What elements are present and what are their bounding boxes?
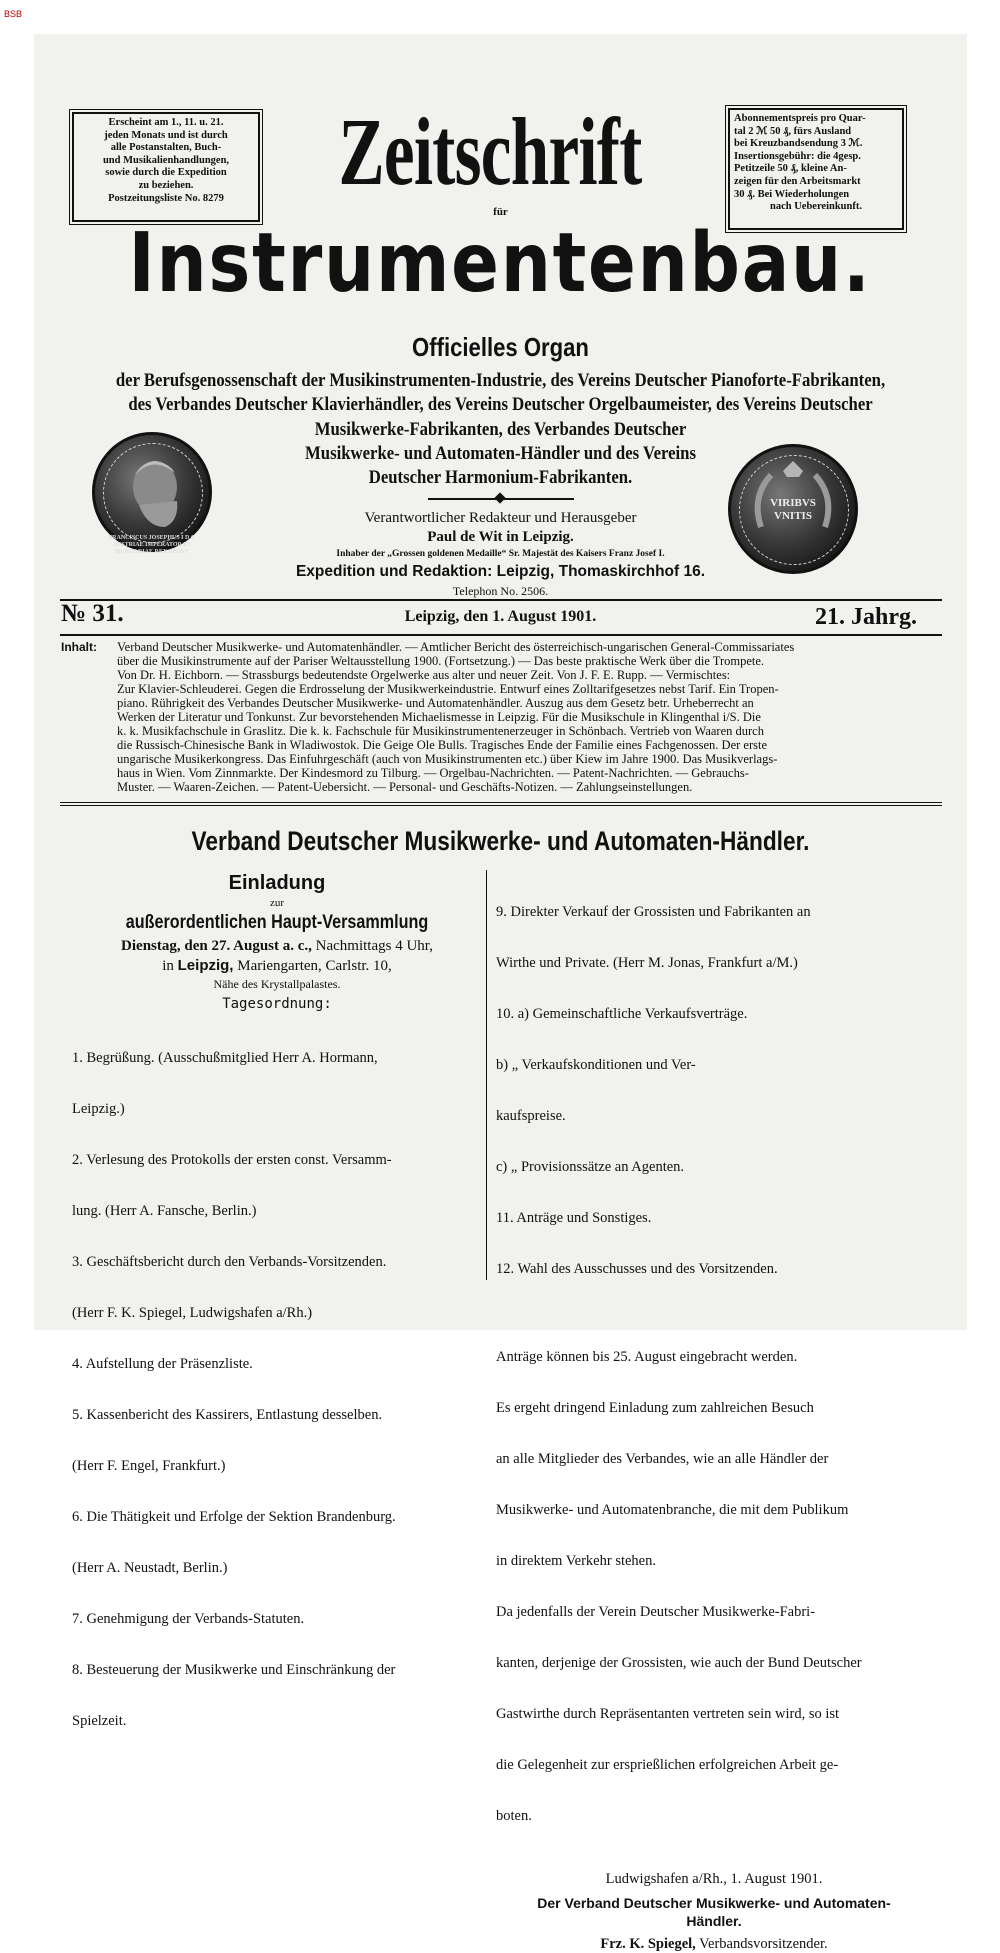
organ-heading: Officielles Organ	[412, 332, 589, 362]
organ-line: Deutscher Harmonium-Fabrikanten.	[368, 467, 633, 488]
issue-rule-top	[60, 599, 942, 601]
agenda-list-continued	[496, 870, 932, 1312]
contents-line: ungarische Musikerkongress. Das Einfuhrgeschäft (auch von Musikinstrumenten etc.) über Kiew im Jahre 1900. Das Musikverlags-	[117, 752, 778, 766]
contents-line: Werken der Literatur und Tonkunst. Zur bevorstehenden Michaelismesse in Leipzig. Für die Musikschule in Klingenthal i/S. Die	[117, 710, 761, 724]
paragraph-line: Musikwerke- und Automatenbranche, die mit dem Publikum	[496, 1502, 849, 1518]
box-line: Postzeitungsliste No. 8279	[108, 192, 224, 204]
issue-rule-bottom	[60, 634, 942, 636]
ornament-dot	[494, 492, 505, 503]
signature-role: Verbandsvorsitzender.	[695, 1936, 828, 1952]
newspaper-page	[34, 34, 967, 1952]
invitation-title: Einladung	[228, 872, 326, 894]
paragraph-line: Da jedenfalls der Verein Deutscher Musikwerke-Fabri-	[496, 1604, 816, 1620]
contents-label: Inhalt:	[61, 640, 97, 654]
column-divider	[486, 870, 487, 1280]
editor-name: Paul de Wit in Leipzig.	[427, 529, 574, 545]
agenda-item: 5. Kassenbericht des Kassirers, Entlastung desselben.	[72, 1407, 383, 1423]
agenda-item: 12. Wahl des Ausschusses und des Vorsitzenden.	[496, 1261, 778, 1277]
agenda-list	[72, 1016, 482, 1764]
medal-motto-2: VNITIS	[774, 510, 812, 522]
box-line: jeden Monats und ist durch	[104, 129, 228, 141]
article-heading: Verband Deutscher Musikwerke- und Automaten-Händler.	[191, 826, 810, 856]
contents-line: die Russisch-Chinesische Bank in Wladiwostok. Die Geige Ole Bulls. Tragisches Ende der Familie eines Fachgenossen. Der erste	[117, 738, 767, 752]
medal-inscription: FRANCISCUS JOSEPHUS I D G AUSTRIAE IMPERATOR ET HUNGARIAE REX APOST	[108, 535, 196, 555]
contents-line: Muster. — Waaren-Zeichen. — Patent-Uebersicht. — Personal- und Geschäfts-Notizen. — Zahlungseinstellungen.	[117, 780, 693, 794]
masthead-connector: für	[493, 206, 508, 218]
assembly-city: Leipzig,	[177, 957, 234, 974]
box-line: zu beziehen.	[138, 179, 194, 191]
contents-text	[117, 640, 947, 794]
agenda-item: 7. Genehmigung der Verbands-Statuten.	[72, 1611, 305, 1627]
signature-organization	[496, 1894, 932, 1930]
medal-motto-1: VIRIBVS	[770, 497, 816, 509]
masthead-title-main: Instrumentenbau.	[128, 216, 872, 311]
contents-line: Verband Deutscher Musikwerke- und Automatenhändler. — Amtlicher Bericht des österreichisch-ungarischen General-Commissariates	[117, 640, 795, 654]
agenda-item: b) „ Verkaufskonditionen und Ver-	[496, 1057, 696, 1073]
signature-org-line: Händler.	[686, 1913, 742, 1929]
organ-line: der Berufsgenossenschaft der Musikinstrumenten-Industrie, des Vereins Deutscher Pianoforte-Fabrikanten,	[115, 370, 886, 391]
paragraph-line: Anträge können bis 25. August eingebracht werden.	[496, 1349, 798, 1365]
signature-org-line: Der Verband Deutscher Musikwerke- und Automaten-	[537, 1895, 891, 1911]
paragraph-line: kanten, derjenige der Grossisten, wie auch der Bund Deutscher	[496, 1655, 862, 1671]
contents-line: k. k. Musikfachschule in Graslitz. Die k. k. Fachschule für Musikinstrumentenerzeuger in Schönbach. Vertrieb von Waaren durch	[117, 724, 764, 738]
telephone: Telephon No. 2506.	[452, 584, 549, 598]
paragraph-line: an alle Mitglieder des Verbandes, wie an alle Händler der	[496, 1451, 829, 1467]
organ-line: Musikwerke- und Automaten-Händler und des Vereins	[305, 443, 696, 464]
box-line: und Musikalienhandlungen,	[102, 154, 230, 166]
box-line: 30 ₰. Bei Wiederholungen	[734, 188, 850, 200]
contents-line: piano. Rührigkeit des Verbandes Deutscher Musikwerke- und Automatenhändler. Auszug aus dem Gesetz betr. Urheberrecht an	[117, 696, 754, 710]
editor-line: Verantwortlicher Redakteur und Herausgeber	[364, 510, 637, 526]
box-line: sowie durch die Expedition	[105, 167, 227, 179]
box-line: tal 2 ℳ 50 ₰, fürs Ausland	[734, 125, 852, 137]
assembly-place-note: Nähe des Krystallpalastes.	[213, 977, 341, 991]
agenda-title: Tagesordnung:	[222, 996, 332, 1012]
box-line: Abonnementspreis pro Quar-	[734, 113, 866, 124]
agenda-item: Wirthe und Private. (Herr M. Jonas, Frankfurt a/M.)	[496, 955, 798, 971]
contents-rule	[60, 805, 942, 806]
agenda-item: kaufspreise.	[496, 1108, 566, 1124]
masthead-title-top: Zeitschrift	[338, 98, 642, 205]
paragraph-line: boten.	[496, 1808, 532, 1824]
contents-rule	[60, 802, 942, 803]
paragraph-line: in direktem Verkehr stehen.	[496, 1553, 656, 1569]
box-line: Insertionsgebühr: die 4gesp.	[734, 150, 861, 162]
assembly-title: außerordentlichen Haupt-Versammlung	[125, 912, 429, 933]
agenda-item: c) „ Provisionssätze an Agenten.	[496, 1159, 685, 1175]
agenda-item: Spielzeit.	[72, 1713, 127, 1729]
issue-year: 21. Jahrg.	[815, 604, 917, 630]
organ-line: des Verbandes Deutscher Klavierhändler, des Vereins Deutscher Orgelbaumeister, des Vereins Deutscher	[128, 394, 873, 415]
expedition-address: Expedition und Redaktion: Leipzig, Thomaskirchhof 16.	[295, 563, 706, 580]
assembly-place	[72, 956, 482, 976]
agenda-item: 6. Die Thätigkeit und Erfolge der Sektion Brandenburg.	[72, 1509, 396, 1525]
assembly-time: Nachmittags 4 Uhr,	[311, 938, 433, 954]
place-date: Ludwigshafen a/Rh., 1. August 1901.	[605, 1871, 823, 1887]
paragraph-line: die Gelegenheit zur ersprießlichen erfolgreichen Arbeit ge-	[496, 1757, 839, 1773]
agenda-item: 2. Verlesung des Protokolls der ersten const. Versamm-	[72, 1152, 392, 1168]
signature-name: Frz. K. Spiegel,	[600, 1936, 696, 1952]
agenda-item: 3. Geschäftsbericht durch den Verbands-Vorsitzenden.	[72, 1254, 387, 1270]
library-mark: BSB	[4, 9, 23, 19]
box-line: zeigen für den Arbeitsmarkt	[734, 175, 861, 187]
contents-line: über die Musikinstrumente auf der Pariser Weltausstellung 1900. (Fortsetzung.) — Das beste praktische Werk über die Trompete.	[117, 654, 765, 668]
agenda-item: (Herr F. Engel, Frankfurt.)	[72, 1458, 226, 1474]
issue-number: № 31.	[61, 600, 124, 627]
assembly-date	[72, 936, 482, 956]
agenda-item: 11. Anträge und Sonstiges.	[496, 1210, 652, 1226]
contents-line: haus in Wien. Vom Zinnmarkte. Der Kindesmord zu Tilburg. — Orgelbau-Nachrichten. — Patent-Nachrichten. — Gebrauchs-	[117, 766, 749, 780]
agenda-item: 8. Besteuerung der Musikwerke und Einschränkung der	[72, 1662, 396, 1678]
agenda-item: (Herr F. K. Spiegel, Ludwigshafen a/Rh.)	[72, 1305, 313, 1321]
organ-line: Musikwerke-Fabrikanten, des Verbandes Deutscher	[314, 419, 687, 440]
agenda-item: Leipzig.)	[72, 1101, 125, 1117]
signature	[496, 1936, 932, 1953]
agenda-item: 1. Begrüßung. (Ausschußmitglied Herr A. Hormann,	[72, 1050, 378, 1066]
contents-line: Zur Klavier-Schleuderei. Gegen die Erdrosselung der Musikwerkeindustrie. Entwurf eines Zolltarifgesetzes nebst Tarif. Ein Tropen-	[117, 682, 779, 696]
agenda-item: 4. Aufstellung der Präsenzliste.	[72, 1356, 253, 1372]
editor-note: Inhaber der „Grossen goldenen Medaille“ Sr. Majestät des Kaisers Franz Josef I.	[336, 549, 665, 559]
assembly-date-bold: Dienstag, den 27. August a. c.,	[121, 938, 312, 954]
article-left-column	[72, 870, 482, 1764]
article-right-column	[496, 870, 932, 1953]
contents-line: Von Dr. H. Eichborn. — Strassburgs bedeutendste Orgelwerke aus alter und neuer Zeit. Von J. F. E. Rupp. — Vermischtes:	[117, 668, 731, 682]
invitation-zur: zur	[269, 897, 285, 909]
invitation-paragraphs	[496, 1315, 932, 1859]
assembly-place-prefix: in	[162, 958, 178, 974]
agenda-item: lung. (Herr A. Fansche, Berlin.)	[72, 1203, 257, 1219]
box-line: Erscheint am 1., 11. u. 21.	[108, 117, 224, 128]
issue-date: Leipzig, den 1. August 1901.	[404, 608, 597, 625]
paragraph-line: Gastwirthe durch Repräsentanten vertreten sein wird, so ist	[496, 1706, 840, 1722]
box-line: bei Kreuzbandsendung 3 ℳ.	[734, 138, 863, 150]
agenda-item: 9. Direkter Verkauf der Grossisten und Fabrikanten an	[496, 904, 811, 920]
assembly-address: Mariengarten, Carlstr. 10,	[233, 958, 392, 974]
box-line: nach Uebereinkunft.	[770, 201, 862, 213]
paragraph-line: Es ergeht dringend Einladung zum zahlreichen Besuch	[496, 1400, 814, 1416]
box-line: Petitzeile 50 ₰, kleine An-	[734, 163, 847, 175]
agenda-item: (Herr A. Neustadt, Berlin.)	[72, 1560, 228, 1576]
box-line: alle Postanstalten, Buch-	[110, 142, 222, 154]
agenda-item: 10. a) Gemeinschaftliche Verkaufsverträge.	[496, 1006, 748, 1022]
